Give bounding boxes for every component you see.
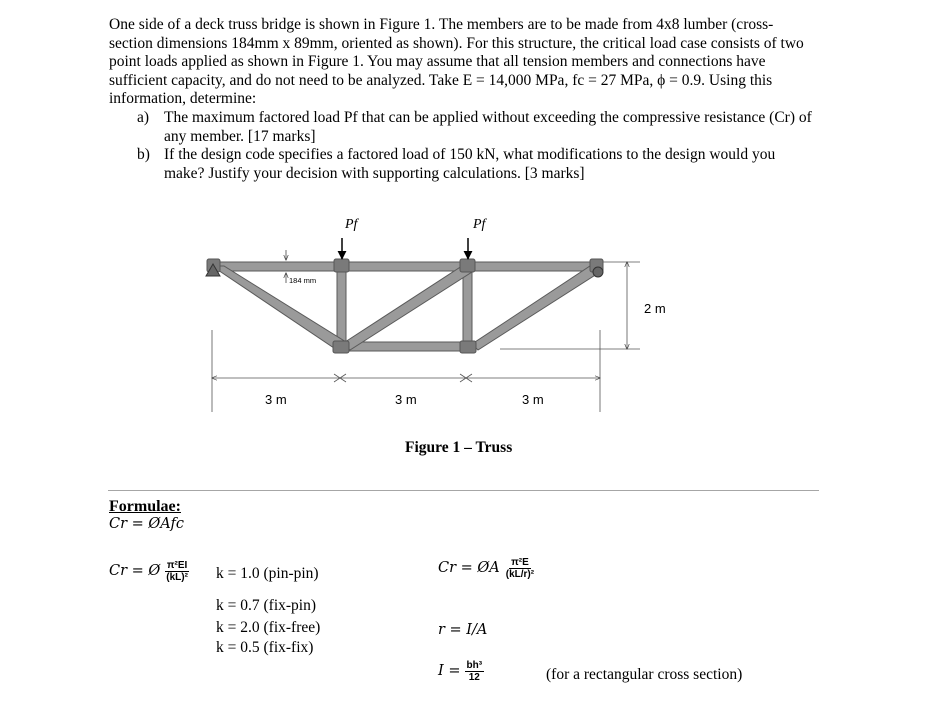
question-text: The maximum factored load Pf that can be applied without exceeding the compressive resistance (Cr) of any member. [17 marks] <box>164 108 812 145</box>
numerator: π²E <box>511 557 529 568</box>
fraction <box>465 660 485 683</box>
numerator: π²EI <box>166 560 188 571</box>
figure-caption: Figure 1 – Truss <box>405 439 513 456</box>
top-chord <box>212 262 601 271</box>
load-label-right <box>472 217 488 232</box>
diagonal-right-end <box>472 266 600 350</box>
formula-lhs: Cr = ØA <box>438 560 500 577</box>
problem-intro: One side of a deck truss bridge is shown in Figure 1. The members are to be made from 4x8 lumber (cross-section dimensions 184mm x 89mm, oriented as shown). For this structure, the critical load case consists of two point loads applied as shown in Figure 1. You may assume that all tension members and connections have sufficient capacity, and do not need to be analyzed. Take E = 14,000 MPa, fc = 27 MPa, ϕ = 0.9. Using this information, determine: <box>109 16 804 108</box>
formula-lhs: I = <box>438 663 461 680</box>
denominator: (kL/r)² <box>505 569 535 580</box>
formula-inertia <box>438 660 484 683</box>
span-label-1: 3 m <box>265 392 287 407</box>
vertical-right <box>463 266 472 346</box>
fraction <box>164 560 190 583</box>
divider <box>108 490 819 491</box>
vertical-left <box>337 266 346 346</box>
load-label-right-main: Pf <box>473 217 486 232</box>
span-label-2: 3 m <box>395 392 417 407</box>
point-loads <box>342 217 488 259</box>
k-value-2: k = 0.7 (fix-pin) <box>216 597 317 614</box>
numerator: bh³ <box>466 660 483 671</box>
truss-members <box>212 262 601 351</box>
fraction <box>504 557 536 580</box>
denominator: (kL)² <box>166 572 188 583</box>
joint-bottom-left <box>333 341 349 353</box>
formulae-heading: Formulae: <box>109 498 181 515</box>
denominator: 12 <box>468 672 480 683</box>
height-label: 2 m <box>644 301 666 316</box>
inertia-note: (for a rectangular cross section) <box>546 666 743 683</box>
question-label: b) <box>137 146 150 164</box>
k-value-4: k = 0.5 (fix-fix) <box>216 639 314 656</box>
question-label: a) <box>137 108 150 126</box>
load-label-left <box>344 217 360 232</box>
load-label-left-main: Pf <box>345 217 358 232</box>
formula-lhs: Cr = Ø <box>109 563 161 580</box>
formula-cr-euler <box>109 560 190 583</box>
formula-cr-area <box>438 557 536 580</box>
k-value-1: k = 1.0 (pin-pin) <box>216 565 319 582</box>
diagonal-center <box>342 266 472 350</box>
span-labels <box>265 392 544 407</box>
formula-radius: r = I/A <box>438 622 488 638</box>
joint-top-mid-left <box>334 259 349 272</box>
question-text: If the design code specifies a factored load of 150 kN, what modifications to the design would you make? Justify your decision with supporting calculations. [3 marks] <box>164 146 776 182</box>
joint-bottom-right <box>460 341 476 353</box>
height-dimension <box>500 262 640 349</box>
roller-support-right <box>593 267 603 277</box>
diagonal-left-end <box>212 266 346 348</box>
formula-cr-basic: Cr = ØAfc <box>109 516 184 532</box>
section-label: 184 mm <box>289 276 317 285</box>
joint-top-mid-right <box>460 259 475 272</box>
span-label-3: 3 m <box>522 392 544 407</box>
k-value-3: k = 2.0 (fix-free) <box>216 619 321 636</box>
